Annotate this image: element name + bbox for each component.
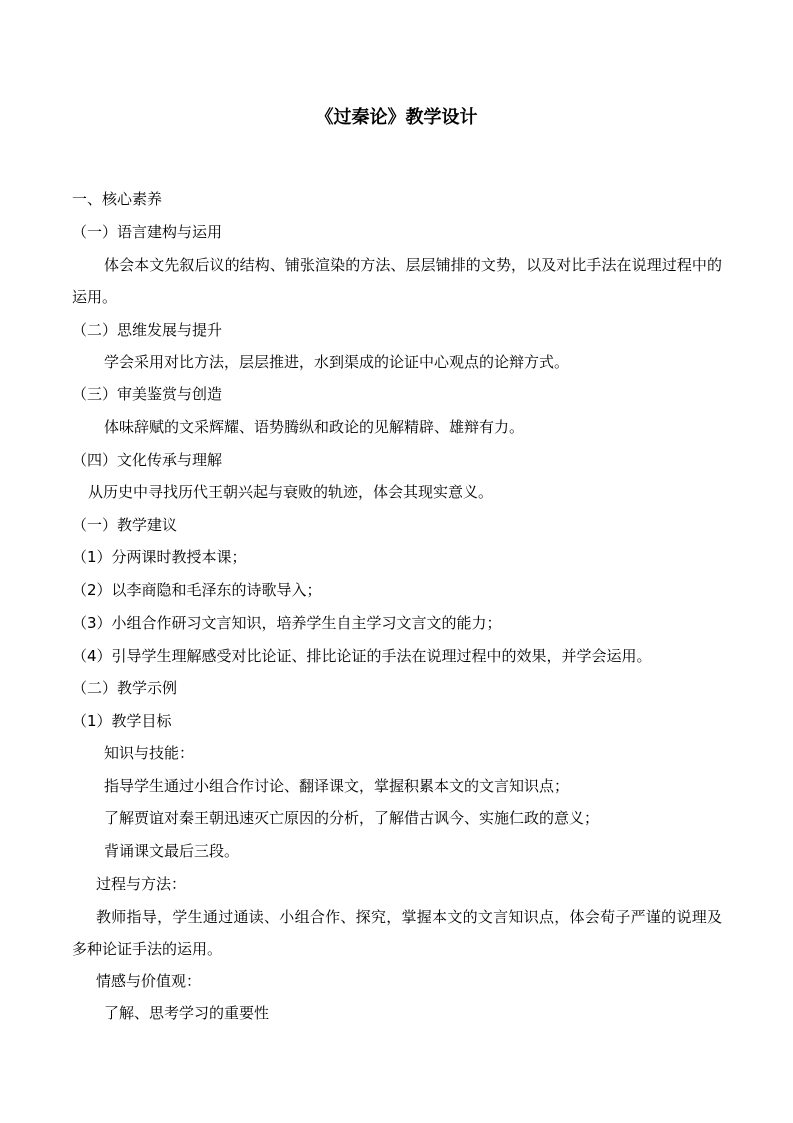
subsection-heading: （二）思维发展与提升 (72, 321, 223, 339)
paragraph: 学会采用对比方法，层层推进，水到渠成的论证中心观点的论辩方式。 (104, 353, 570, 371)
objective-item: 背诵课文最后三段。 (104, 842, 240, 860)
objective-label: 知识与技能： (104, 744, 195, 762)
subsection-heading: （四）文化传承与理解 (72, 451, 223, 469)
objective-item: 指导学生通过小组合作讨论、翻译课文，掌握积累本文的文言知识点； (104, 777, 570, 795)
objective-item: 了解、思考学习的重要性 (104, 1004, 270, 1022)
subsection-heading: （一）语言建构与运用 (72, 223, 223, 241)
subsection-heading: （三）审美鉴赏与创造 (72, 385, 223, 403)
objective-item: 了解贾谊对秦王朝迅速灭亡原因的分析，了解借古讽今、实施仁政的意义； (104, 809, 600, 827)
section-heading: 一、核心素养 (72, 190, 163, 208)
page-title: 《过秦论》教学设计 (315, 107, 478, 128)
paragraph: 体味辞赋的文采辉耀、语势腾纵和政论的见解精辟、雄辩有力。 (104, 418, 525, 436)
objective-label: 情感与价值观： (96, 972, 202, 990)
subsection-heading: （一）教学建议 (72, 516, 178, 534)
paragraph: 教师指导，学生通过通读、小组合作、探究，掌握本文的文言知识点，体会荀子严谨的说理及多种论证手法的运用。 (72, 908, 722, 958)
objective-label: 过程与方法： (96, 875, 187, 893)
list-item: （3）小组合作研习文言知识，培养学生自主学习文言文的能力； (72, 614, 502, 632)
list-item: （1）教学目标 (72, 712, 172, 730)
paragraph: 体会本文先叙后议的结构、铺张渲染的方法、层层铺排的文势，以及对比手法在说理过程中的运用。 (72, 256, 722, 306)
paragraph: 从历史中寻找历代王朝兴起与衰败的轨迹，体会其现实意义。 (88, 483, 494, 501)
list-item: （2）以李商隐和毛泽东的诗歌导入； (72, 581, 322, 599)
subsection-heading: （二）教学示例 (72, 679, 178, 697)
list-item: （1）分两课时教授本课； (72, 548, 247, 566)
list-item: （4）引导学生理解感受对比论证、排比论证的手法在说理过程中的效果，并学会运用。 (72, 647, 652, 665)
